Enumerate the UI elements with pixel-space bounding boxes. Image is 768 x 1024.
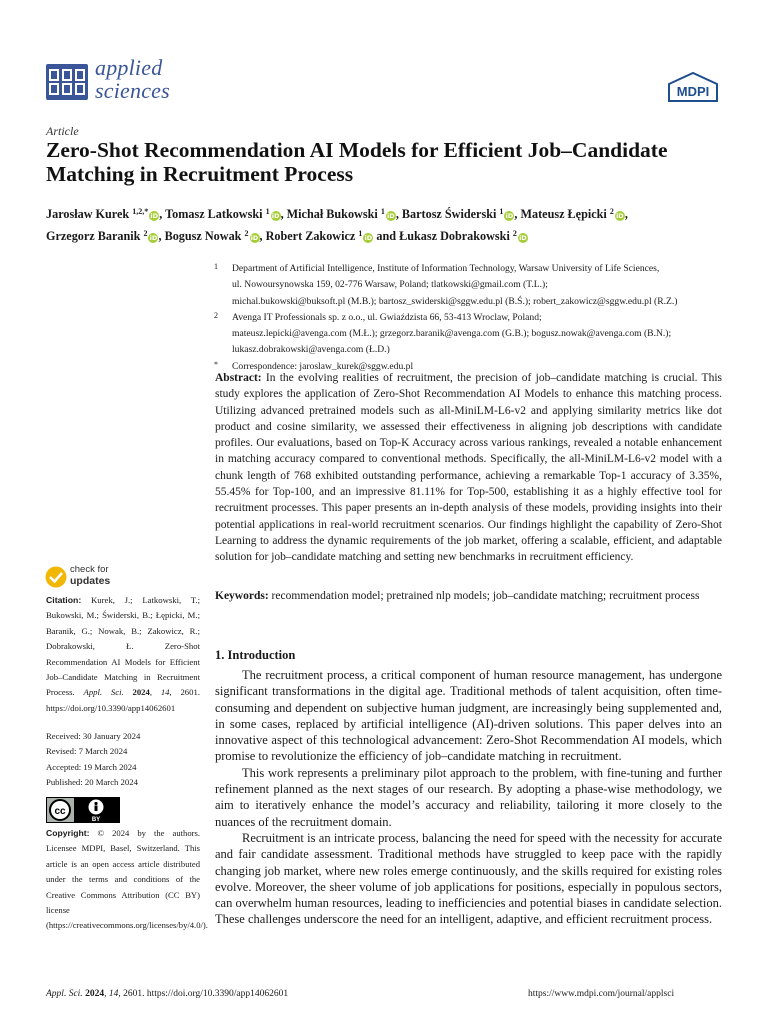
copyright-label: Copyright: xyxy=(46,828,90,838)
orcid-icon[interactable]: iD xyxy=(519,234,527,242)
affiliation-line: michal.bukowski@buksoft.pl (M.B.); bartosz_swiderski@sggw.edu.pl (B.Ś.); robert_zakowicz@sggw.edu.pl (R.Z.) xyxy=(232,295,678,307)
author-separator: , xyxy=(624,207,628,221)
citation-year: 2024 xyxy=(132,687,150,698)
citation-text: Kurek, J.; Latkowski, T.; Bukowski, M.; Świderski, B.; Łępicki, M.; Baranik, G.; Nowak, B.; Zakowicz, R.; Dobrakowski, Ł. Zero-Shot Recommendation AI Models for Efficient Job–Candidate Matching in Recruitment Process. xyxy=(46,595,200,698)
date-published: Published: 20 March 2024 xyxy=(46,777,138,788)
check-updates-line2: updates xyxy=(70,574,111,587)
footer-doi-link[interactable]: , 2601. https://doi.org/10.3390/app14062601 xyxy=(118,989,289,999)
cc-by-license-icon[interactable] xyxy=(46,797,120,823)
affiliation-line: Correspondence: jaroslaw_kurek@sggw.edu.pl xyxy=(232,360,414,372)
abstract-label: Abstract: xyxy=(215,372,262,384)
paragraph: The recruitment process, a critical component of human resource management, has undergone significant transformations in the digital age. Traditional methods of talent acquisition, often time-consuming and dependent on subjective human judgment, are increasingly being supplemented and, in some cases, replaced by artificial intelligence (AI)-driven solutions. This paper delves into an innovative aspect of this technological advancement: Zero-Shot Recommendation AI models, which promise to revolutionize the efficiency of job–candidate matching in recruitment. xyxy=(215,668,722,764)
author-separator: , xyxy=(259,229,263,243)
author-name[interactable] xyxy=(46,229,158,243)
orcid-icon[interactable]: iD xyxy=(387,212,395,220)
journal-name-line2: sciences xyxy=(95,78,170,103)
author-affiliation-sup: 1 xyxy=(265,207,270,216)
date-received: Received: 30 January 2024 xyxy=(46,731,141,741)
date-revised: Revised: 7 March 2024 xyxy=(46,746,128,757)
citation: Citation: Kurek, J.; Latkowski, T.; Bukowski, M.; Świderski, B.; Łępicki, M.; Baranik, G.; Nowak, B.; Zakowicz, R.; Dobrakowski, Ł. Zero-Shot Recommendation AI Models for Efficient Job–Candidate Matching in Recruitment Process. Appl. Sci. 2024, 14, 2601. https://doi.org/10.3390/app14062601 xyxy=(46,595,201,713)
author-name-text: Grzegorz Baranik xyxy=(46,229,141,243)
orcid-icon[interactable]: iD xyxy=(250,234,259,242)
author-separator: , xyxy=(280,207,284,221)
check-updates-line1: check for xyxy=(70,564,109,575)
author-separator-and: and xyxy=(376,229,397,243)
citation-journal: Appl. Sci. xyxy=(83,687,124,698)
author-affiliation-sup: 2 xyxy=(143,229,148,238)
author-affiliation-sup: 1,2,* xyxy=(132,207,149,216)
paragraph: Recruitment is an intricate process, balancing the need for speed with the necessity for accurate and fair candidate assessment. Traditional methods have struggled to keep pace with the rapidly changing job market, where new roles emerge continuously, and the skills required for existing roles evolve. Moreover, the sheer volume of job applications for positions, especially in populous sectors, can overwhelm human resources, leading to inefficiencies and potential biases in candidate selection. These challenges underscore the need for an intelligent, adaptive, and efficient recruitment process. xyxy=(215,830,722,927)
journal-name xyxy=(95,56,170,102)
section-heading: 1. Introduction xyxy=(215,648,296,662)
check-for-updates-button[interactable] xyxy=(45,566,145,588)
author-affiliation-sup: 2 xyxy=(244,229,249,238)
affiliation-item xyxy=(214,310,726,359)
footer-volume: 14 xyxy=(108,989,119,999)
paragraph: This work represents a preliminary pilot approach to the problem, with fine-tuning and further refinement planned as the next stages of our research. By adopting a phase-wise methodology, we aim to iteratively enhance the model’s accuracy and reliability, tailoring it more closely to the nuances of the recruitment domain. xyxy=(215,765,722,829)
mdpi-logo-text: MDPI xyxy=(676,84,710,99)
orcid-icon[interactable]: iD xyxy=(149,234,158,242)
affiliations xyxy=(214,261,726,375)
author-name-text: Mateusz Łępicki xyxy=(520,207,607,221)
keywords-label: Keywords: xyxy=(215,590,269,602)
author-name-text: Łukasz Dobrakowski xyxy=(399,229,510,243)
footer-journal-url[interactable]: https://www.mdpi.com/journal/applsci xyxy=(528,989,675,999)
footer-journal: Appl. Sci. xyxy=(46,989,83,999)
affiliation-number: 1 xyxy=(214,262,218,271)
svg-text:cc: cc xyxy=(54,806,66,817)
author-separator: , xyxy=(514,207,518,221)
author-separator: , xyxy=(395,207,399,221)
author-list xyxy=(46,202,726,246)
author-separator: , xyxy=(158,229,162,243)
publication-dates xyxy=(46,729,206,791)
citation-volume: 14 xyxy=(160,687,170,698)
author-name[interactable] xyxy=(287,207,396,221)
affiliation-line: ul. Nowoursynowska 159, 02-776 Warsaw, Poland; tlatkowski@gmail.com (T.L.); xyxy=(232,279,548,291)
abstract-text: In the evolving realities of recruitment, the precision of job–candidate matching is crucial. This study explores the application of Zero-Shot Recommendation AI Models to enhance this matching process. Utilizing advanced pretrained models such as all-MiniLM-L6-v2 and applying similarity metrics like dot product and cosine similarity, we assessed their effectiveness in aligning job descriptions with candidate profiles. Our evaluations, based on Top-K Accuracy across various rankings, revealed a notable enhancement in matching accuracy compared to conventional methods. Specifically, the all-MiniLM-L6-v2 model with a chunk length of 768 exhibited outstanding performance, achieving a remarkable Top-1 accuracy of 3.35%, 55.45% for Top-100, and an impressive 81.11% for Top-500, establishing it as a highly effective tool for recruitment processes. This paper presents an in-depth analysis of these models, providing insights into their potential applications in real-world recruitment scenarios. Our findings highlight the capability of Zero-Shot Learning to address the dynamic requirements of the job market, offering a scalable, efficient, and adaptable solution for job–candidate matching and setting new benchmarks in recruitment efficiency. xyxy=(215,372,722,564)
journal-logo xyxy=(46,55,274,110)
keywords-text: recommendation model; pretrained nlp models; job–candidate matching; recruitment process xyxy=(271,590,700,602)
author-name-text: Bartosz Świderski xyxy=(401,207,497,221)
footer-citation: Appl. Sci. 2024, 14, 2601. https://doi.org/10.3390/app14062601 xyxy=(46,989,289,999)
citation-label: Citation: xyxy=(46,595,82,605)
author-name[interactable] xyxy=(266,229,374,243)
author-name-text: Jarosław Kurek xyxy=(46,207,130,221)
applied-sciences-logo-icon xyxy=(46,64,88,100)
author-name[interactable] xyxy=(165,229,260,243)
affiliation-item xyxy=(214,261,726,310)
affiliation-line: Avenga IT Professionals sp. z o.o., ul. Gwiaździsta 66, 53-413 Wroclaw, Poland; xyxy=(232,311,542,323)
abstract xyxy=(215,370,722,566)
author-name-text: Michał Bukowski xyxy=(286,207,378,221)
affiliation-number: * xyxy=(214,359,218,369)
author-name[interactable] xyxy=(521,207,625,221)
orcid-icon[interactable]: iD xyxy=(616,212,624,220)
check-for-updates-icon xyxy=(45,566,67,588)
author-separator: , xyxy=(159,207,163,221)
affiliation-line: mateusz.lepicki@avenga.com (M.Ł.); grzegorz.baranik@avenga.com (G.B.); bogusz.nowak@avenga.com (B.N.); xyxy=(232,328,672,340)
date-accepted: Accepted: 19 March 2024 xyxy=(46,761,137,772)
article-type: Article xyxy=(46,124,79,138)
copyright-text: © 2024 by the authors. Licensee MDPI, Basel, Switzerland. This article is an open access article distributed under the terms and conditions of the Creative Commons Attribution (CC BY) license (https://creativecommons.org/licenses/by/4.0/). xyxy=(46,828,208,931)
author-name[interactable] xyxy=(46,207,159,221)
author-affiliation-sup: 2 xyxy=(512,229,517,238)
affiliation-line: lukasz.dobrakowski@avenga.com (Ł.D.) xyxy=(232,344,390,356)
author-name[interactable] xyxy=(165,207,280,221)
author-affiliation-sup: 1 xyxy=(380,207,385,216)
author-name-text: Robert Zakowicz xyxy=(265,229,356,243)
orcid-icon[interactable]: iD xyxy=(505,212,514,220)
author-affiliation-sup: 1 xyxy=(499,207,504,216)
keywords xyxy=(215,588,722,604)
orcid-icon[interactable]: iD xyxy=(364,234,373,242)
author-affiliation-sup: 2 xyxy=(609,207,614,216)
orcid-icon[interactable]: iD xyxy=(150,212,159,220)
author-name[interactable] xyxy=(401,207,518,221)
introduction-body xyxy=(215,667,722,928)
author-name[interactable] xyxy=(399,229,528,243)
cc-badge-text: BY xyxy=(91,817,101,823)
orcid-icon[interactable]: iD xyxy=(271,212,280,220)
author-name-text: Tomasz Latkowski xyxy=(165,207,263,221)
author-affiliation-sup: 1 xyxy=(358,229,363,238)
mdpi-logo-icon xyxy=(665,70,721,104)
affiliation-line: Department of Artificial Intelligence, Institute of Information Technology, Warsaw University of Life Sciences, xyxy=(232,263,660,274)
author-name-text: Bogusz Nowak xyxy=(164,229,242,243)
affiliation-number: 2 xyxy=(214,310,218,320)
journal-name-line1: applied xyxy=(95,55,163,80)
copyright xyxy=(46,826,208,934)
page-title: Zero-Shot Recommendation AI Models for Efficient Job–Candidate Matching in Recruitment Process xyxy=(46,138,668,186)
footer-year: 2024 xyxy=(85,989,105,999)
citation-rest[interactable]: , 2601. https://doi.org/10.3390/app14062601 xyxy=(46,687,201,713)
